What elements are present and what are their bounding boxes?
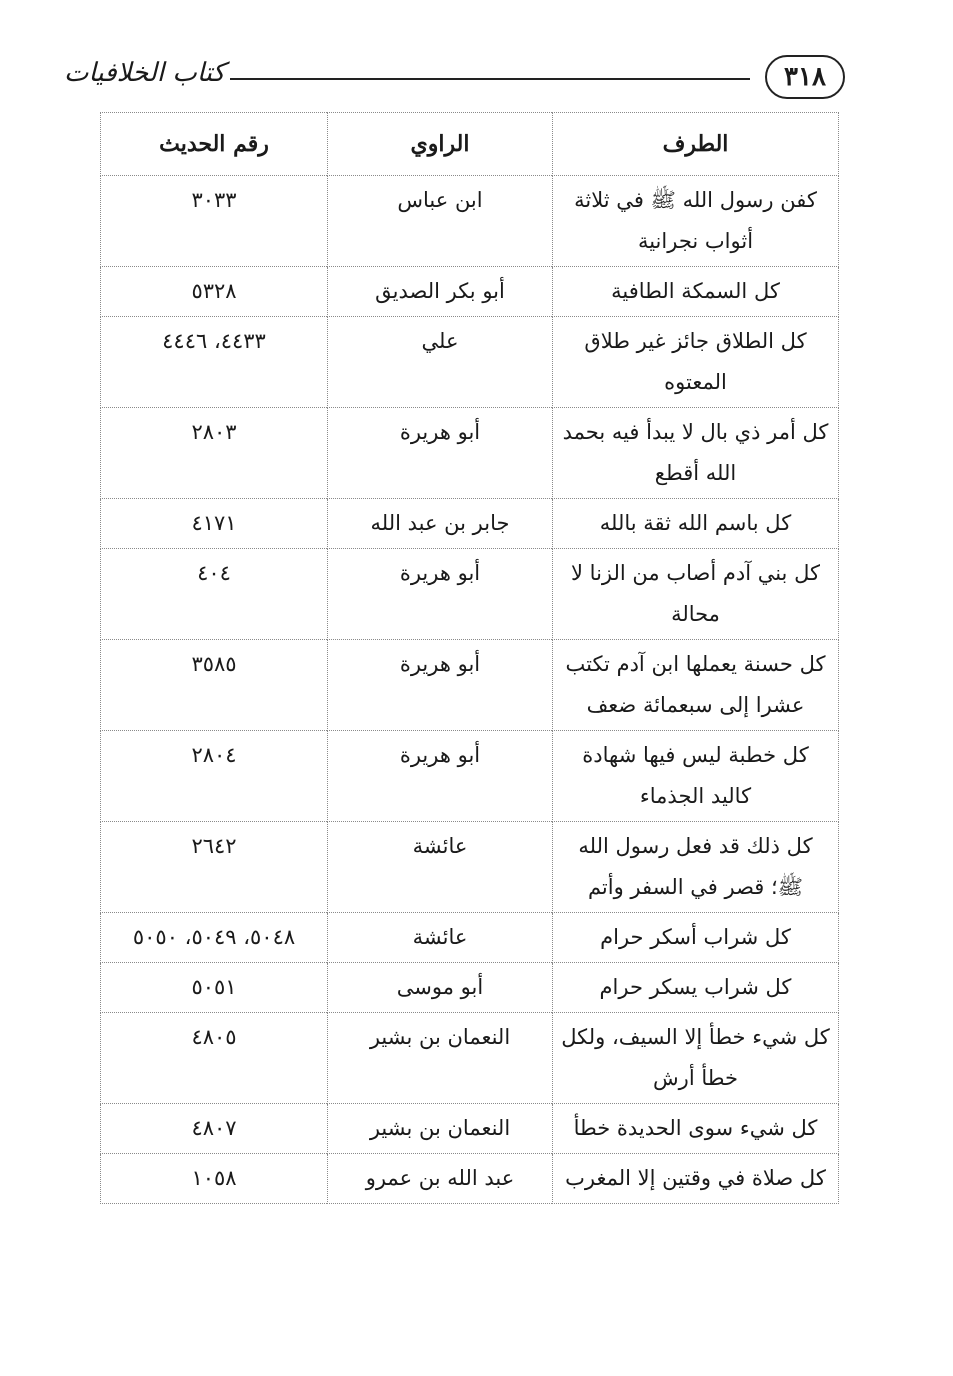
narrator-cell: أبو هريرة bbox=[328, 408, 553, 499]
hadith-tarf-cell: كل باسم الله ثقة بالله bbox=[553, 499, 839, 549]
hadith-tarf-cell: كل ذلك قد فعل رسول الله ﷺ؛ قصر في السفر وأتم bbox=[553, 822, 839, 913]
table-row bbox=[101, 176, 839, 267]
hadith-number-cell: ٥٠٥١ bbox=[101, 963, 328, 1013]
narrator-cell: أبو بكر الصديق bbox=[328, 267, 553, 317]
hadith-tarf-cell: كل شيء سوى الحديدة خطأ bbox=[553, 1104, 839, 1154]
table-header-row bbox=[101, 113, 839, 176]
table-body bbox=[101, 176, 839, 1204]
table-row bbox=[101, 1104, 839, 1154]
hadith-number-cell: ٣٥٨٥ bbox=[101, 640, 328, 731]
narrator-cell: ابن عباس bbox=[328, 176, 553, 267]
hadith-number-cell: ٥٣٢٨ bbox=[101, 267, 328, 317]
narrator-cell: عائشة bbox=[328, 913, 553, 963]
header-rule bbox=[230, 78, 750, 80]
book-title: كتاب الخلافيات bbox=[63, 58, 225, 88]
narrator-cell: النعمان بن بشير bbox=[328, 1104, 553, 1154]
hadith-tarf-cell: كل شراب يسكر حرام bbox=[553, 963, 839, 1013]
hadith-number-cell: ٤٨٠٧ bbox=[101, 1104, 328, 1154]
hadith-number-cell: ٤٨٠٥ bbox=[101, 1013, 328, 1104]
table-row bbox=[101, 640, 839, 731]
hadith-tarf-cell: كل بني آدم أصاب من الزنا لا محالة bbox=[553, 549, 839, 640]
column-header-tarf: الطرف bbox=[553, 113, 839, 176]
narrator-cell: أبو هريرة bbox=[328, 731, 553, 822]
hadith-number-cell: ٤١٧١ bbox=[101, 499, 328, 549]
narrator-cell: عبد الله بن عمرو bbox=[328, 1154, 553, 1204]
table-row bbox=[101, 1154, 839, 1204]
hadith-tarf-cell: كل صلاة في وقتين إلا المغرب bbox=[553, 1154, 839, 1204]
table-row bbox=[101, 822, 839, 913]
hadith-tarf-cell: كل أمر ذي بال لا يبدأ فيه بحمد الله أقطع bbox=[553, 408, 839, 499]
hadith-tarf-cell: كل شيء خطأ إلا السيف، ولكل خطأ أرش bbox=[553, 1013, 839, 1104]
hadith-number-cell: ٤٠٤ bbox=[101, 549, 328, 640]
hadith-number-cell: ١٠٥٨ bbox=[101, 1154, 328, 1204]
narrator-cell: النعمان بن بشير bbox=[328, 1013, 553, 1104]
hadith-tarf-cell: كفن رسول الله ﷺ في ثلاثة أثواب نجرانية bbox=[553, 176, 839, 267]
hadith-number-cell: ٣٠٣٣ bbox=[101, 176, 328, 267]
hadith-tarf-cell: كل شراب أسكر حرام bbox=[553, 913, 839, 963]
column-header-rawi: الراوي bbox=[328, 113, 553, 176]
narrator-cell: جابر بن عبد الله bbox=[328, 499, 553, 549]
table-row bbox=[101, 317, 839, 408]
column-header-number: رقم الحديث bbox=[101, 113, 328, 176]
narrator-cell: أبو موسى bbox=[328, 963, 553, 1013]
hadith-tarf-cell: كل الطلاق جائز غير طلاق المعتوه bbox=[553, 317, 839, 408]
hadith-number-cell: ٢٨٠٤ bbox=[101, 731, 328, 822]
hadith-number-cell: ٥٠٤٨، ٥٠٤٩، ٥٠٥٠ bbox=[101, 913, 328, 963]
table-row bbox=[101, 913, 839, 963]
hadith-number-cell: ٢٨٠٣ bbox=[101, 408, 328, 499]
hadith-index-table bbox=[100, 112, 839, 1204]
hadith-tarf-cell: كل السمكة الطافية bbox=[553, 267, 839, 317]
hadith-number-cell: ٢٦٤٢ bbox=[101, 822, 328, 913]
narrator-cell: أبو هريرة bbox=[328, 640, 553, 731]
table-row bbox=[101, 499, 839, 549]
table-row bbox=[101, 1013, 839, 1104]
table-row bbox=[101, 549, 839, 640]
narrator-cell: عائشة bbox=[328, 822, 553, 913]
page-number: ٣١٨ bbox=[765, 55, 845, 99]
table-row bbox=[101, 963, 839, 1013]
narrator-cell: أبو هريرة bbox=[328, 549, 553, 640]
table-row bbox=[101, 408, 839, 499]
narrator-cell: علي bbox=[328, 317, 553, 408]
table-row bbox=[101, 731, 839, 822]
hadith-tarf-cell: كل حسنة يعملها ابن آدم تكتب عشرا إلى سبعمائة ضعف bbox=[553, 640, 839, 731]
hadith-tarf-cell: كل خطبة ليس فيها شهادة كاليد الجذماء bbox=[553, 731, 839, 822]
table-row bbox=[101, 267, 839, 317]
page-header bbox=[63, 50, 845, 110]
hadith-number-cell: ٤٤٣٣، ٤٤٤٦ bbox=[101, 317, 328, 408]
